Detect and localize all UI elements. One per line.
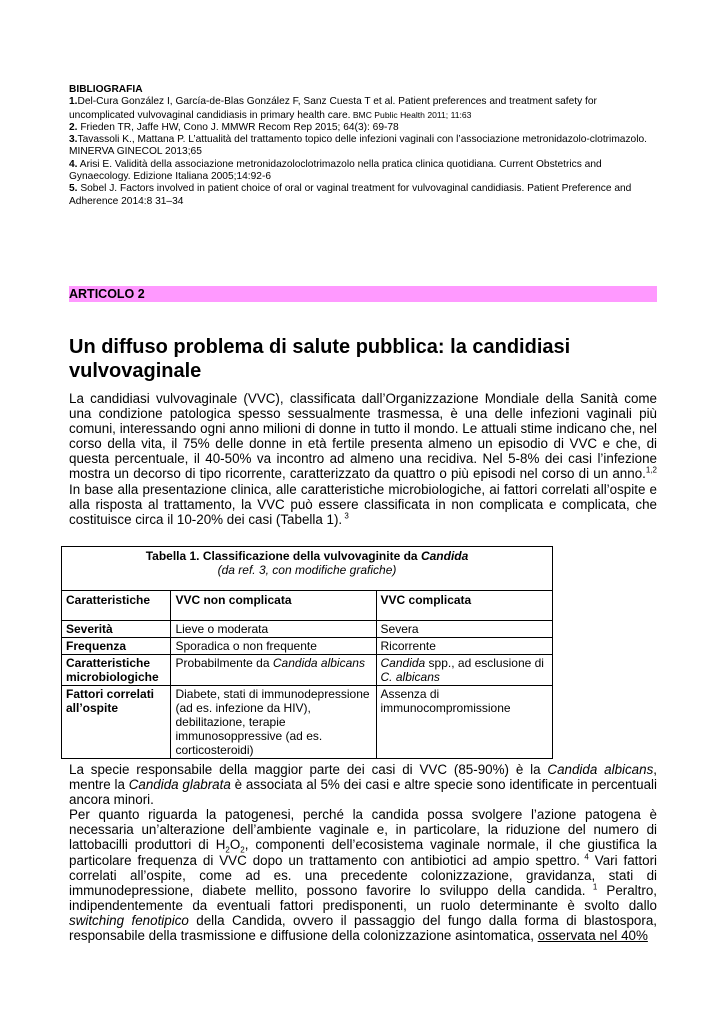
paragraph-text: è associata al 5% dei casi e altre specie sono identificate in percentuali ancora minori.	[69, 777, 657, 808]
table-cell	[376, 655, 552, 686]
bibliography	[69, 84, 657, 208]
reference-text: Frieden TR, Jaffe HW, Cono J. MMWR Recom Rep 2015; 64(3): 69-78	[77, 121, 399, 133]
reference-number: 5.	[69, 183, 78, 195]
table-header: VVC non complicata	[171, 591, 376, 621]
table-cell: Lieve o moderata	[171, 621, 376, 638]
classification-table	[61, 546, 553, 759]
reference-text: Tavassoli K., Mattana P. L’attualità del trattamento topico delle infezioni vaginali con l’associazione metronidazolo-clotrimazolo. MINERVA GINECOL 2013;65	[69, 134, 647, 158]
table-cell	[171, 655, 376, 686]
row-label: Fattori correlati all’ospite	[62, 686, 171, 759]
reference-text: Sobel J. Factors involved in patient choice of oral or vaginal treatment for vulvovaginal candidiasis. Patient Preference and Adherence 2014:8 31–34	[69, 183, 632, 207]
table-header-row	[62, 591, 553, 621]
table-cell: Assenza di immunocompromissione	[376, 686, 552, 759]
intro-paragraph	[69, 391, 657, 527]
reference-text: Arisi E. Validità della associazione metronidazoloclotrimazolo nella pratica clinica quotidiana. Current Obstetrics and Gynaecology. Edizione Italiana 2005;14:92-6	[69, 158, 602, 183]
caption-title: Tabella 1. Classificazione della vulvovaginite da	[145, 549, 421, 563]
table-cell: Ricorrente	[376, 638, 552, 655]
subscript: 2	[225, 846, 230, 856]
bibliography-title: BIBLIOGRAFIA	[69, 84, 143, 95]
cell-text: spp., ad esclusione di	[425, 656, 544, 670]
italic-term: switching fenotipico	[69, 912, 189, 928]
table-row	[62, 655, 553, 686]
table-cell: Severa	[376, 621, 552, 638]
citation-superscript: 4	[579, 852, 589, 862]
table-cell: Diabete, stati di immunodepressione (ad es. infezione da HIV), debilitazione, terapie immunosoppressive (ad es. corticosteroidi)	[171, 686, 376, 759]
species-name: Candida glabrata	[128, 777, 231, 793]
reference-4	[69, 159, 657, 184]
caption-italic: Candida	[420, 549, 469, 563]
paragraph-text: La candidiasi vulvovaginale (VVC), classificata dall’Organizzazione Mondiale della Sanità come una condizione patologica spesso sessualmente trasmessa, è una delle infezioni vaginali più comuni, interessando ogni anno milioni di donne in tutto il mondo. Le attuali stime indicano che, nel corso della vita, il 75% delle donne in età fertile presenta almeno un episodio di VVC e che, di questa percentuale, il 40-50% va incontro ad almeno una recidiva. Nel 5-8% dei casi l’infezione mostra un decorso di tipo ricorrente, caratterizzato da quattro o più episodi nel corso di un anno.	[69, 391, 657, 482]
reference-number: 3.	[69, 134, 78, 146]
table-caption	[62, 547, 553, 591]
caption-source: (da ref. 3, con modifiche grafiche)	[217, 563, 397, 577]
section-label: ARTICOLO 2	[69, 286, 657, 302]
paragraph-text: O	[229, 837, 241, 853]
table-row	[62, 621, 553, 638]
paragraph-text: della Candida, ovvero il passaggio del fungo dalla forma di blastospora, responsabile della trasmissione e diffusione della colonizzazione asintomatica,	[69, 912, 657, 944]
paragraph-text: Peraltro, indipendentemente da eventuali fattori predisponenti, un ruolo determinante è svolto dallo	[69, 882, 658, 913]
paragraph-text: , mentre la	[69, 762, 658, 793]
citation-superscript: 1,2	[645, 466, 657, 475]
citation-superscript: 3	[342, 511, 349, 521]
row-label: Severità	[62, 621, 171, 638]
table-row	[62, 638, 553, 655]
citation-superscript: 1	[585, 882, 598, 892]
table-row	[62, 686, 553, 759]
row-label: Caratteristiche microbiologiche	[62, 655, 171, 686]
reference-3	[69, 134, 657, 159]
reference-number: 1.	[69, 96, 78, 108]
cell-italic: C. albicans	[380, 670, 440, 684]
reference-5	[69, 183, 657, 208]
subscript: 2	[240, 846, 245, 856]
reference-1	[69, 96, 657, 122]
paragraph-text: In base alla presentazione clinica, alle caratteristiche microbiologiche, ai fattori correlati all’ospite e alla risposta al trattamento, la VVC può essere classificata in non complicata e complicata, che costituisce circa il 10-20% dei casi (Tabella 1).	[69, 481, 657, 527]
row-label: Frequenza	[62, 638, 171, 655]
reference-2	[69, 122, 657, 134]
paragraph-text: La specie responsabile della maggior parte dei casi di VVC (85-90%) è la	[69, 762, 548, 777]
table-header: VVC complicata	[376, 591, 552, 621]
cell-text: Probabilmente da	[175, 656, 273, 670]
reference-source: BMC Public Health 2011; 11:63	[350, 109, 472, 120]
reference-text: Del-Cura González I, García-de-Blas González F, Sanz Cuesta T et al. Patient preferences and treatment safety for uncomplicated vulvovaginal candidiasis in primary health care.	[69, 96, 597, 121]
paragraph-text: , componenti dell’ecosistema vaginale normale, il che giustifica la particolare frequenza di VVC dopo un trattamento con antibiotici ad ampio spettro.	[69, 837, 657, 868]
table-cell: Sporadica o non frequente	[171, 638, 376, 655]
body-paragraph	[69, 762, 657, 943]
species-name: Candida albicans	[547, 762, 654, 777]
cell-italic: Candida	[380, 656, 426, 670]
reference-number: 4.	[69, 158, 78, 170]
article-title: Un diffuso problema di salute pubblica: la candidiasi vulvovaginale	[69, 336, 571, 382]
underlined-text: osservata nel 40%	[537, 928, 648, 944]
reference-number: 2.	[69, 121, 78, 133]
paragraph-text: Per quanto riguarda la patogenesi, perché la candida possa svolgere l’azione patogena è necessaria un’alterazione dell’ambiente vaginale e, in particolare, la riduzione del numero di lattobacilli produttori di H	[69, 807, 657, 853]
paragraph-text: Vari fattori correlati all’ospite, come ad es. una precedente colonizzazione, gravidanza, stati di immunodepressione, diabete mellito, possono favorire lo sviluppo della candida.	[69, 852, 658, 898]
cell-italic: Candida albicans	[272, 656, 365, 670]
table-header: Caratteristiche	[62, 591, 171, 621]
